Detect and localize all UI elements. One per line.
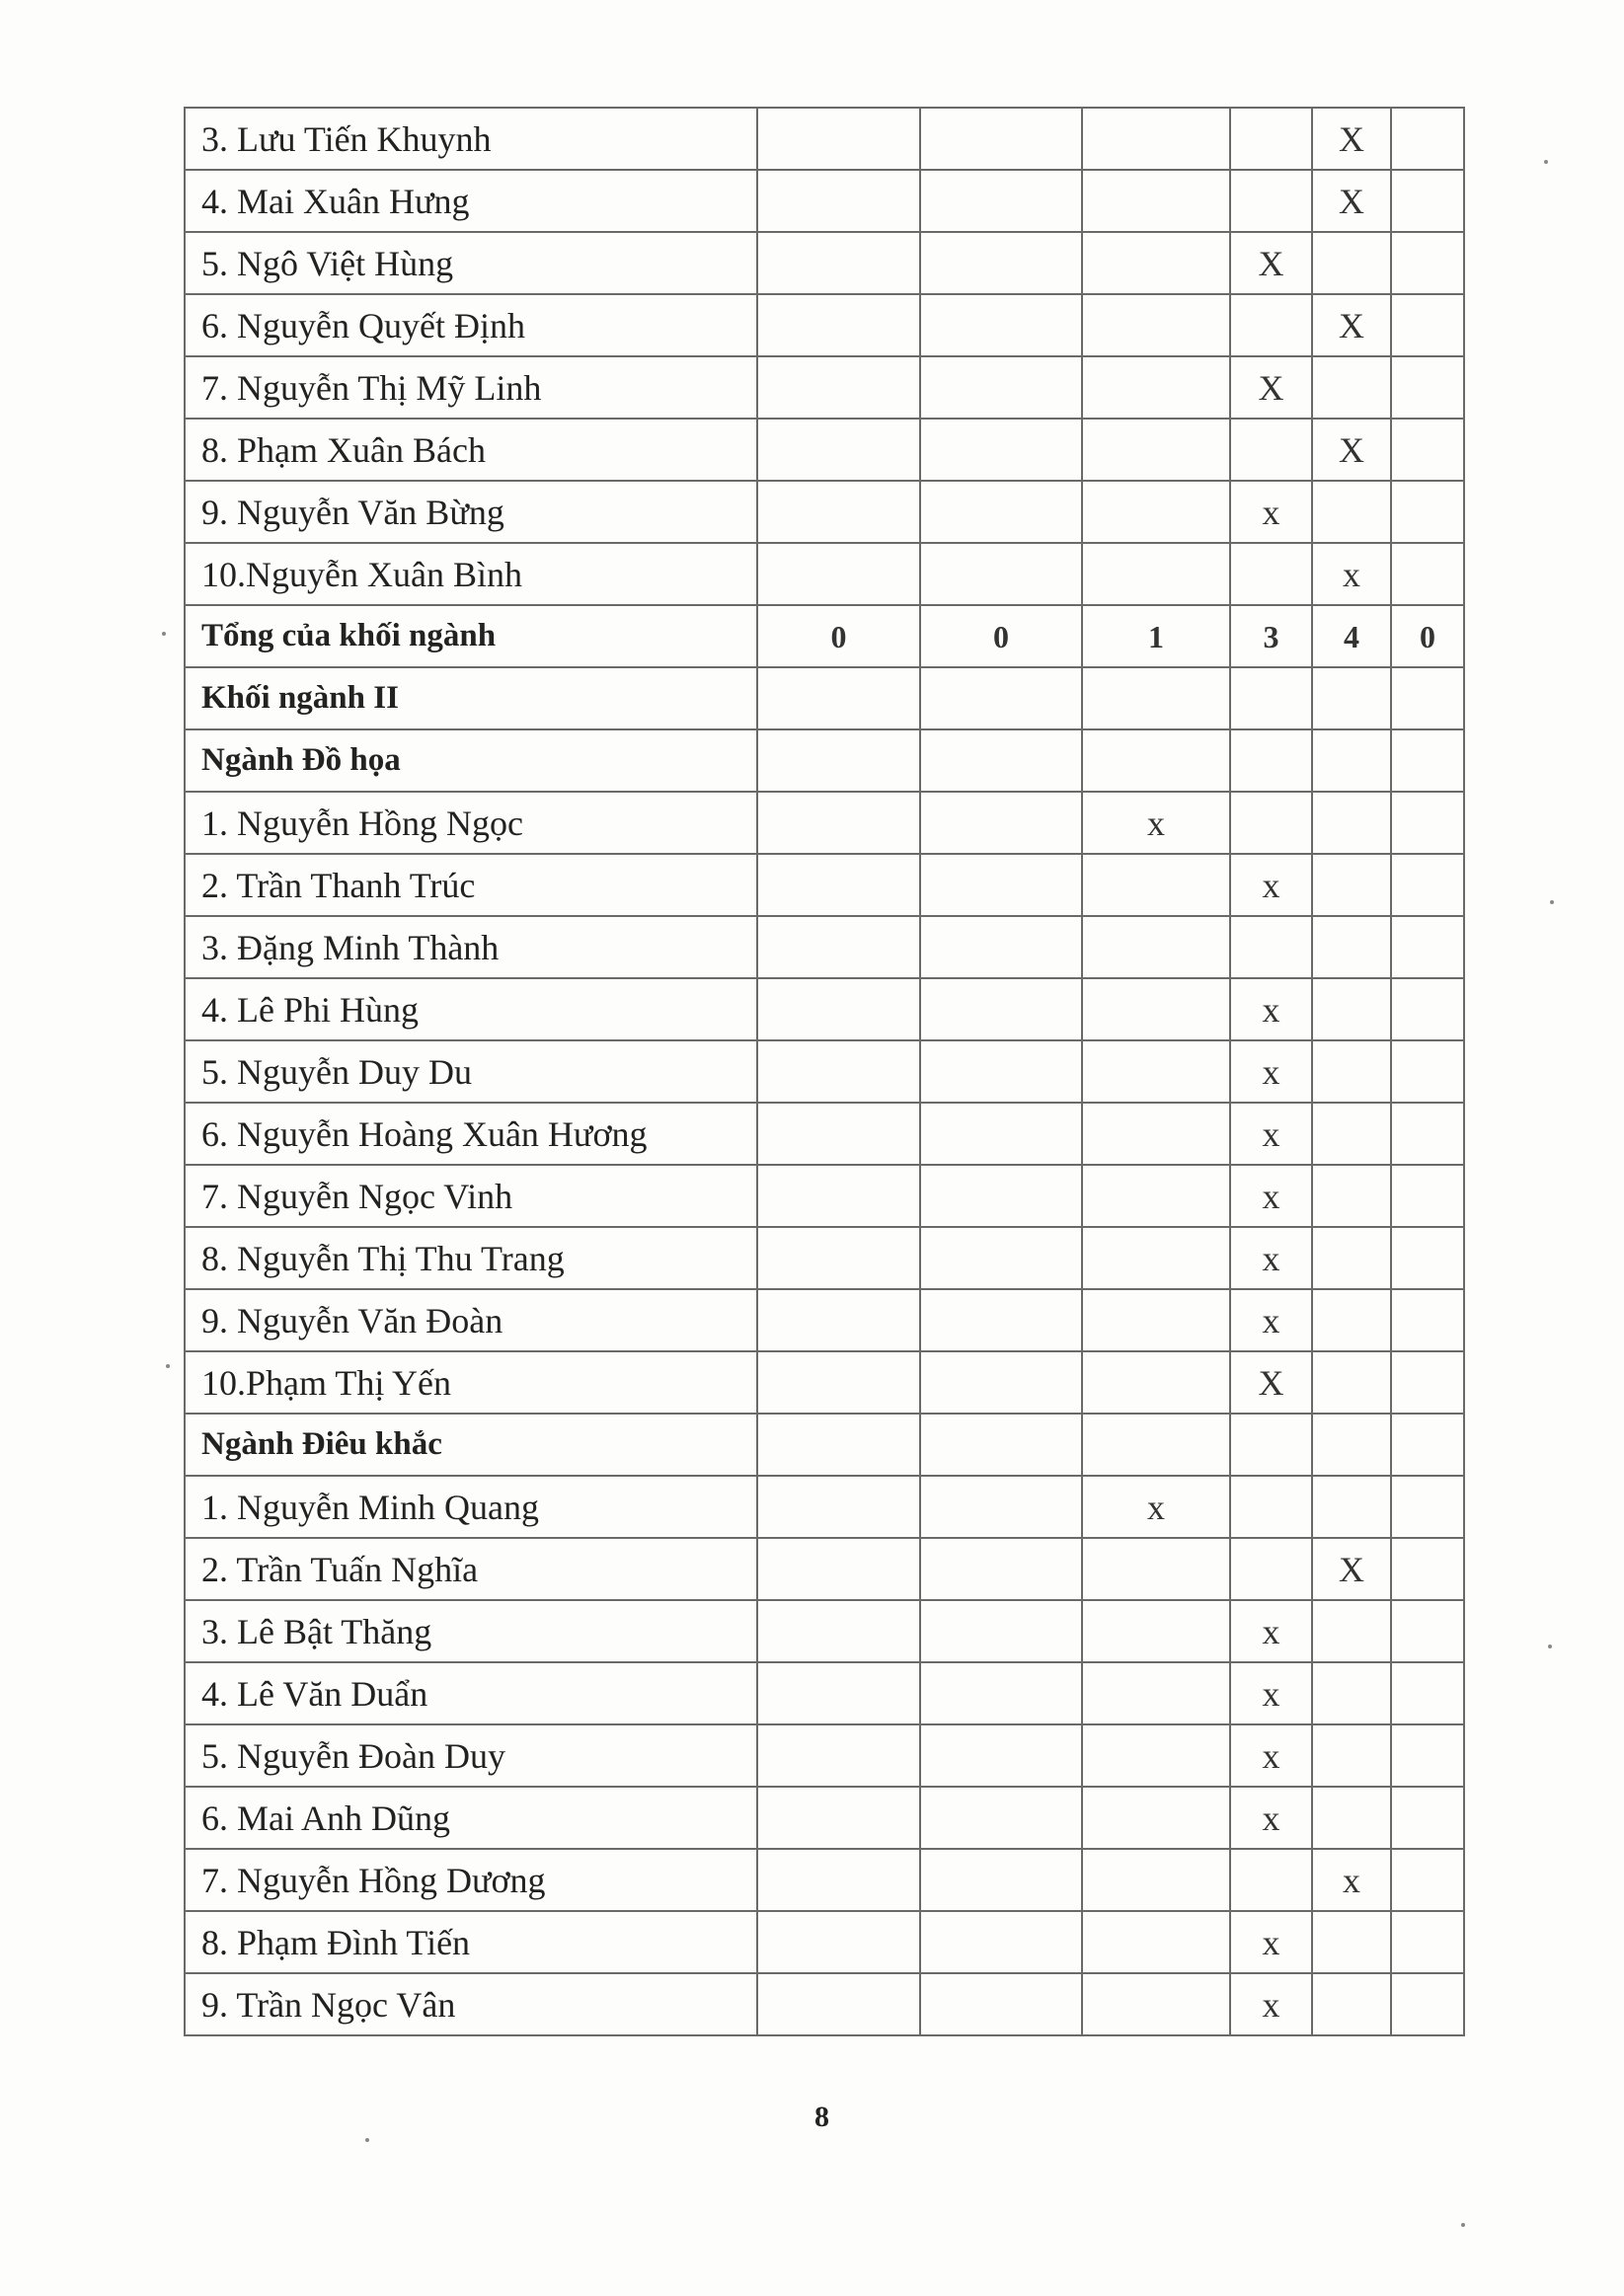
mark-cell-c1 bbox=[757, 1973, 920, 2035]
mark-cell-c3 bbox=[1082, 1414, 1230, 1476]
mark-cell-c6 bbox=[1391, 1351, 1464, 1414]
table-row bbox=[185, 1600, 1464, 1662]
mark-cell-c6 bbox=[1391, 419, 1464, 481]
mark-cell-c1 bbox=[757, 1538, 920, 1600]
row-label: Khối ngành II bbox=[185, 667, 757, 729]
mark-cell-c5 bbox=[1312, 1165, 1391, 1227]
row-label: 9. Trần Ngọc Vân bbox=[185, 1973, 757, 2035]
mark-cell-c6 bbox=[1391, 854, 1464, 916]
mark-cell-c1 bbox=[757, 1476, 920, 1538]
mark-cell-c5 bbox=[1312, 854, 1391, 916]
mark-cell-c5: X bbox=[1312, 419, 1391, 481]
mark-cell-c1 bbox=[757, 232, 920, 294]
mark-cell-c2 bbox=[920, 854, 1082, 916]
table-row bbox=[185, 1103, 1464, 1165]
row-label: 2. Trần Thanh Trúc bbox=[185, 854, 757, 916]
mark-cell-c5: X bbox=[1312, 294, 1391, 356]
table-row bbox=[185, 1414, 1464, 1476]
table-row bbox=[185, 792, 1464, 854]
row-label: 3. Lê Bật Thăng bbox=[185, 1600, 757, 1662]
mark-cell-c1 bbox=[757, 1165, 920, 1227]
mark-cell-c2 bbox=[920, 1724, 1082, 1787]
table-row bbox=[185, 854, 1464, 916]
table-row bbox=[185, 232, 1464, 294]
row-label: 7. Nguyễn Ngọc Vinh bbox=[185, 1165, 757, 1227]
mark-cell-c2 bbox=[920, 543, 1082, 605]
mark-cell-c4: X bbox=[1230, 1351, 1312, 1414]
mark-cell-c2 bbox=[920, 729, 1082, 792]
mark-cell-c1 bbox=[757, 916, 920, 978]
table-row bbox=[185, 1227, 1464, 1289]
mark-cell-c3: 1 bbox=[1082, 605, 1230, 667]
row-label: 10.Phạm Thị Yến bbox=[185, 1351, 757, 1414]
mark-cell-c2 bbox=[920, 1040, 1082, 1103]
mark-cell-c5 bbox=[1312, 1103, 1391, 1165]
mark-cell-c4: x bbox=[1230, 1289, 1312, 1351]
table-row bbox=[185, 1911, 1464, 1973]
mark-cell-c5 bbox=[1312, 1911, 1391, 1973]
row-label: 1. Nguyễn Minh Quang bbox=[185, 1476, 757, 1538]
mark-cell-c5: X bbox=[1312, 170, 1391, 232]
mark-cell-c5 bbox=[1312, 232, 1391, 294]
mark-cell-c2 bbox=[920, 916, 1082, 978]
table-row bbox=[185, 356, 1464, 419]
mark-cell-c5: X bbox=[1312, 1538, 1391, 1600]
mark-cell-c6 bbox=[1391, 1165, 1464, 1227]
mark-cell-c6 bbox=[1391, 667, 1464, 729]
mark-cell-c3 bbox=[1082, 108, 1230, 170]
row-label: 10.Nguyễn Xuân Bình bbox=[185, 543, 757, 605]
mark-cell-c1 bbox=[757, 1911, 920, 1973]
mark-cell-c3 bbox=[1082, 1538, 1230, 1600]
table-row bbox=[185, 1724, 1464, 1787]
mark-cell-c3 bbox=[1082, 1165, 1230, 1227]
mark-cell-c5 bbox=[1312, 481, 1391, 543]
mark-cell-c2 bbox=[920, 1600, 1082, 1662]
mark-cell-c6 bbox=[1391, 916, 1464, 978]
mark-cell-c5: x bbox=[1312, 543, 1391, 605]
mark-cell-c4 bbox=[1230, 108, 1312, 170]
mark-cell-c6 bbox=[1391, 1289, 1464, 1351]
mark-cell-c1 bbox=[757, 356, 920, 419]
row-label: 4. Lê Văn Duẩn bbox=[185, 1662, 757, 1724]
mark-cell-c2 bbox=[920, 1849, 1082, 1911]
mark-cell-c2 bbox=[920, 1538, 1082, 1600]
mark-cell-c5 bbox=[1312, 729, 1391, 792]
mark-cell-c2 bbox=[920, 294, 1082, 356]
mark-cell-c6 bbox=[1391, 294, 1464, 356]
mark-cell-c4 bbox=[1230, 543, 1312, 605]
mark-cell-c3: x bbox=[1082, 1476, 1230, 1538]
row-label: 5. Ngô Việt Hùng bbox=[185, 232, 757, 294]
mark-cell-c2 bbox=[920, 108, 1082, 170]
mark-cell-c6 bbox=[1391, 1849, 1464, 1911]
row-label: 3. Lưu Tiến Khuynh bbox=[185, 108, 757, 170]
mark-cell-c2 bbox=[920, 356, 1082, 419]
mark-cell-c1 bbox=[757, 294, 920, 356]
mark-cell-c4: x bbox=[1230, 1662, 1312, 1724]
mark-cell-c4: x bbox=[1230, 1165, 1312, 1227]
mark-cell-c6 bbox=[1391, 108, 1464, 170]
mark-cell-c3 bbox=[1082, 1600, 1230, 1662]
table-row bbox=[185, 729, 1464, 792]
mark-cell-c4 bbox=[1230, 1849, 1312, 1911]
mark-cell-c2: 0 bbox=[920, 605, 1082, 667]
mark-cell-c6 bbox=[1391, 1227, 1464, 1289]
mark-cell-c2 bbox=[920, 1414, 1082, 1476]
mark-cell-c6 bbox=[1391, 1538, 1464, 1600]
mark-cell-c3 bbox=[1082, 854, 1230, 916]
evaluation-table bbox=[184, 107, 1465, 2036]
mark-cell-c5: x bbox=[1312, 1849, 1391, 1911]
mark-cell-c4 bbox=[1230, 419, 1312, 481]
mark-cell-c1 bbox=[757, 1414, 920, 1476]
mark-cell-c5 bbox=[1312, 1414, 1391, 1476]
table-row bbox=[185, 1476, 1464, 1538]
mark-cell-c1 bbox=[757, 1724, 920, 1787]
mark-cell-c2 bbox=[920, 1227, 1082, 1289]
table-row bbox=[185, 978, 1464, 1040]
mark-cell-c3 bbox=[1082, 543, 1230, 605]
table-row bbox=[185, 543, 1464, 605]
mark-cell-c4: x bbox=[1230, 1973, 1312, 2035]
mark-cell-c3 bbox=[1082, 1662, 1230, 1724]
row-label: 8. Phạm Đình Tiến bbox=[185, 1911, 757, 1973]
mark-cell-c5 bbox=[1312, 1973, 1391, 2035]
mark-cell-c1 bbox=[757, 108, 920, 170]
mark-cell-c1 bbox=[757, 1103, 920, 1165]
table-row bbox=[185, 1538, 1464, 1600]
mark-cell-c5: 4 bbox=[1312, 605, 1391, 667]
mark-cell-c3 bbox=[1082, 232, 1230, 294]
mark-cell-c4: x bbox=[1230, 481, 1312, 543]
row-label: 7. Nguyễn Thị Mỹ Linh bbox=[185, 356, 757, 419]
table-row bbox=[185, 481, 1464, 543]
mark-cell-c4: x bbox=[1230, 1103, 1312, 1165]
mark-cell-c2 bbox=[920, 1911, 1082, 1973]
mark-cell-c2 bbox=[920, 1973, 1082, 2035]
mark-cell-c3 bbox=[1082, 1787, 1230, 1849]
mark-cell-c6 bbox=[1391, 1911, 1464, 1973]
mark-cell-c1 bbox=[757, 1351, 920, 1414]
mark-cell-c3 bbox=[1082, 978, 1230, 1040]
table-row bbox=[185, 1040, 1464, 1103]
mark-cell-c6 bbox=[1391, 729, 1464, 792]
mark-cell-c1 bbox=[757, 667, 920, 729]
mark-cell-c2 bbox=[920, 419, 1082, 481]
mark-cell-c6 bbox=[1391, 356, 1464, 419]
mark-cell-c5 bbox=[1312, 356, 1391, 419]
mark-cell-c3 bbox=[1082, 1289, 1230, 1351]
row-label: 8. Nguyễn Thị Thu Trang bbox=[185, 1227, 757, 1289]
table-body bbox=[185, 108, 1464, 2035]
scan-speck bbox=[162, 632, 166, 636]
mark-cell-c5 bbox=[1312, 1476, 1391, 1538]
table-row bbox=[185, 1787, 1464, 1849]
mark-cell-c1 bbox=[757, 1662, 920, 1724]
mark-cell-c4: X bbox=[1230, 232, 1312, 294]
mark-cell-c3 bbox=[1082, 916, 1230, 978]
table-row bbox=[185, 1973, 1464, 2035]
mark-cell-c1 bbox=[757, 1849, 920, 1911]
mark-cell-c1 bbox=[757, 729, 920, 792]
mark-cell-c4 bbox=[1230, 170, 1312, 232]
mark-cell-c4: x bbox=[1230, 1227, 1312, 1289]
mark-cell-c4: x bbox=[1230, 978, 1312, 1040]
row-label: 6. Mai Anh Dũng bbox=[185, 1787, 757, 1849]
mark-cell-c1 bbox=[757, 1289, 920, 1351]
mark-cell-c3 bbox=[1082, 1040, 1230, 1103]
row-label: 4. Mai Xuân Hưng bbox=[185, 170, 757, 232]
mark-cell-c2 bbox=[920, 667, 1082, 729]
mark-cell-c2 bbox=[920, 1787, 1082, 1849]
mark-cell-c2 bbox=[920, 792, 1082, 854]
mark-cell-c5 bbox=[1312, 1040, 1391, 1103]
mark-cell-c3 bbox=[1082, 1849, 1230, 1911]
mark-cell-c6 bbox=[1391, 1414, 1464, 1476]
mark-cell-c1 bbox=[757, 543, 920, 605]
mark-cell-c3 bbox=[1082, 1724, 1230, 1787]
mark-cell-c2 bbox=[920, 481, 1082, 543]
mark-cell-c4: x bbox=[1230, 1600, 1312, 1662]
row-label: 7. Nguyễn Hồng Dương bbox=[185, 1849, 757, 1911]
row-label: Ngành Điêu khắc bbox=[185, 1414, 757, 1476]
table-row bbox=[185, 170, 1464, 232]
row-label: 9. Nguyễn Văn Đoàn bbox=[185, 1289, 757, 1351]
mark-cell-c3: x bbox=[1082, 792, 1230, 854]
mark-cell-c3 bbox=[1082, 1227, 1230, 1289]
mark-cell-c6 bbox=[1391, 170, 1464, 232]
row-label: Ngành Đồ họa bbox=[185, 729, 757, 792]
scan-speck bbox=[1461, 2223, 1465, 2227]
mark-cell-c6: 0 bbox=[1391, 605, 1464, 667]
mark-cell-c2 bbox=[920, 1289, 1082, 1351]
mark-cell-c1 bbox=[757, 978, 920, 1040]
mark-cell-c4: X bbox=[1230, 356, 1312, 419]
mark-cell-c4: x bbox=[1230, 1040, 1312, 1103]
mark-cell-c2 bbox=[920, 978, 1082, 1040]
mark-cell-c5 bbox=[1312, 1787, 1391, 1849]
scan-speck bbox=[1544, 160, 1548, 164]
mark-cell-c6 bbox=[1391, 792, 1464, 854]
row-label: 6. Nguyễn Hoàng Xuân Hương bbox=[185, 1103, 757, 1165]
mark-cell-c4: x bbox=[1230, 1787, 1312, 1849]
mark-cell-c4 bbox=[1230, 792, 1312, 854]
mark-cell-c3 bbox=[1082, 481, 1230, 543]
mark-cell-c3 bbox=[1082, 294, 1230, 356]
mark-cell-c3 bbox=[1082, 170, 1230, 232]
mark-cell-c5 bbox=[1312, 1724, 1391, 1787]
row-label: Tổng của khối ngành bbox=[185, 605, 757, 667]
mark-cell-c6 bbox=[1391, 1662, 1464, 1724]
mark-cell-c1 bbox=[757, 1040, 920, 1103]
mark-cell-c2 bbox=[920, 1165, 1082, 1227]
mark-cell-c4 bbox=[1230, 294, 1312, 356]
table-row bbox=[185, 1662, 1464, 1724]
mark-cell-c2 bbox=[920, 1476, 1082, 1538]
row-label: 5. Nguyễn Đoàn Duy bbox=[185, 1724, 757, 1787]
mark-cell-c5 bbox=[1312, 1351, 1391, 1414]
mark-cell-c3 bbox=[1082, 667, 1230, 729]
mark-cell-c4: x bbox=[1230, 854, 1312, 916]
row-label: 4. Lê Phi Hùng bbox=[185, 978, 757, 1040]
mark-cell-c3 bbox=[1082, 1973, 1230, 2035]
mark-cell-c4 bbox=[1230, 1414, 1312, 1476]
mark-cell-c3 bbox=[1082, 1103, 1230, 1165]
table-row bbox=[185, 1165, 1464, 1227]
mark-cell-c4: x bbox=[1230, 1911, 1312, 1973]
mark-cell-c5 bbox=[1312, 1662, 1391, 1724]
mark-cell-c5: X bbox=[1312, 108, 1391, 170]
table-row bbox=[185, 294, 1464, 356]
mark-cell-c3 bbox=[1082, 1911, 1230, 1973]
mark-cell-c6 bbox=[1391, 1973, 1464, 2035]
mark-cell-c1 bbox=[757, 170, 920, 232]
scan-speck bbox=[166, 1364, 170, 1368]
mark-cell-c1 bbox=[757, 1787, 920, 1849]
mark-cell-c1 bbox=[757, 1227, 920, 1289]
mark-cell-c6 bbox=[1391, 1600, 1464, 1662]
row-label: 8. Phạm Xuân Bách bbox=[185, 419, 757, 481]
table-row bbox=[185, 108, 1464, 170]
mark-cell-c5 bbox=[1312, 1227, 1391, 1289]
row-label: 2. Trần Tuấn Nghĩa bbox=[185, 1538, 757, 1600]
mark-cell-c2 bbox=[920, 1662, 1082, 1724]
mark-cell-c4 bbox=[1230, 916, 1312, 978]
mark-cell-c1 bbox=[757, 481, 920, 543]
mark-cell-c2 bbox=[920, 170, 1082, 232]
row-label: 1. Nguyễn Hồng Ngọc bbox=[185, 792, 757, 854]
mark-cell-c4: x bbox=[1230, 1724, 1312, 1787]
row-label: 5. Nguyễn Duy Du bbox=[185, 1040, 757, 1103]
mark-cell-c4 bbox=[1230, 729, 1312, 792]
mark-cell-c6 bbox=[1391, 1787, 1464, 1849]
page-number: 8 bbox=[814, 2101, 829, 2133]
mark-cell-c6 bbox=[1391, 481, 1464, 543]
mark-cell-c2 bbox=[920, 232, 1082, 294]
table-row bbox=[185, 1351, 1464, 1414]
mark-cell-c6 bbox=[1391, 232, 1464, 294]
scan-speck bbox=[1548, 1645, 1552, 1648]
mark-cell-c6 bbox=[1391, 1476, 1464, 1538]
mark-cell-c4: 3 bbox=[1230, 605, 1312, 667]
scan-speck bbox=[365, 2138, 369, 2142]
mark-cell-c5 bbox=[1312, 667, 1391, 729]
mark-cell-c2 bbox=[920, 1103, 1082, 1165]
row-label: 3. Đặng Minh Thành bbox=[185, 916, 757, 978]
mark-cell-c5 bbox=[1312, 1600, 1391, 1662]
table-row bbox=[185, 667, 1464, 729]
mark-cell-c1 bbox=[757, 854, 920, 916]
mark-cell-c2 bbox=[920, 1351, 1082, 1414]
mark-cell-c6 bbox=[1391, 1040, 1464, 1103]
mark-cell-c1 bbox=[757, 1600, 920, 1662]
row-label: 6. Nguyễn Quyết Định bbox=[185, 294, 757, 356]
row-label: 9. Nguyễn Văn Bừng bbox=[185, 481, 757, 543]
table-row bbox=[185, 605, 1464, 667]
mark-cell-c5 bbox=[1312, 978, 1391, 1040]
table-row bbox=[185, 419, 1464, 481]
mark-cell-c3 bbox=[1082, 729, 1230, 792]
mark-cell-c3 bbox=[1082, 419, 1230, 481]
mark-cell-c4 bbox=[1230, 1538, 1312, 1600]
mark-cell-c1 bbox=[757, 792, 920, 854]
table-row bbox=[185, 1849, 1464, 1911]
mark-cell-c3 bbox=[1082, 356, 1230, 419]
mark-cell-c4 bbox=[1230, 1476, 1312, 1538]
mark-cell-c5 bbox=[1312, 1289, 1391, 1351]
mark-cell-c1 bbox=[757, 419, 920, 481]
mark-cell-c4 bbox=[1230, 667, 1312, 729]
mark-cell-c5 bbox=[1312, 916, 1391, 978]
mark-cell-c6 bbox=[1391, 1103, 1464, 1165]
mark-cell-c1: 0 bbox=[757, 605, 920, 667]
mark-cell-c3 bbox=[1082, 1351, 1230, 1414]
mark-cell-c6 bbox=[1391, 543, 1464, 605]
mark-cell-c6 bbox=[1391, 978, 1464, 1040]
table-row bbox=[185, 916, 1464, 978]
mark-cell-c5 bbox=[1312, 792, 1391, 854]
mark-cell-c6 bbox=[1391, 1724, 1464, 1787]
scan-speck bbox=[1550, 900, 1554, 904]
table-row bbox=[185, 1289, 1464, 1351]
